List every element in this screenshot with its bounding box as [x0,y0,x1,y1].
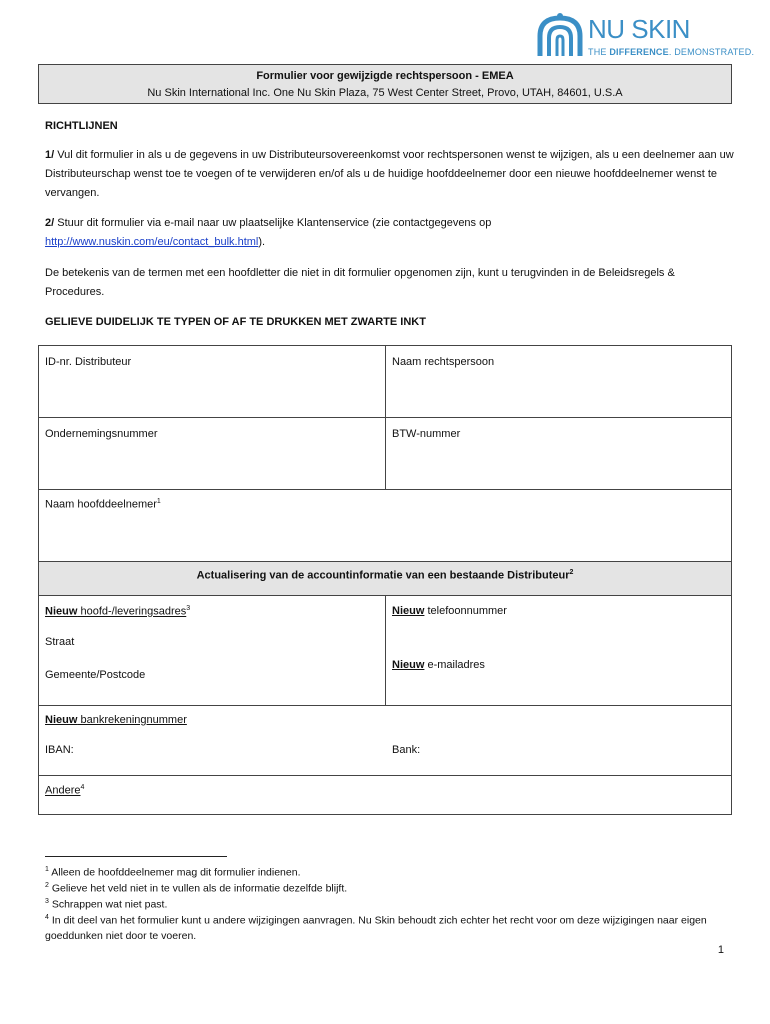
nu-skin-emblem-icon [536,12,584,58]
guideline-item-2: 2/ Stuur dit formulier via e-mail naar uw plaatselijke Klantenservice (zie contactgegevens op http://www.nuskin.com/eu/contact_bulk.html). [45,217,492,248]
company-number-field[interactable]: Ondernemingsnummer [45,428,158,440]
new-phone-field[interactable]: Nieuw telefoonnummer [392,605,507,617]
iban-field[interactable]: IBAN: [45,744,74,756]
street-field[interactable]: Straat [45,636,75,648]
form-header [38,64,732,104]
other-field[interactable]: Andere$^4$ [45,784,85,797]
form-title: Formulier voor gewijzigde rechtspersoon - EMEA [256,70,514,82]
new-email-field[interactable]: Nieuw e-mailadres [392,659,485,671]
bank-field[interactable]: Bank: [392,744,421,756]
entity-name-field[interactable]: Naam rechtspersoon [392,356,495,368]
main-participant-field[interactable]: Naam hoofddeelnemer$^1$ [45,498,161,511]
contact-link[interactable]: http://www.nuskin.com/eu/contact_bulk.html [45,236,259,248]
footnote-divider [45,856,227,857]
footnote-4: $^4$ In dit deel van het formulier kunt u andere wijzigingen aanvragen. Nu Skin behoudt zich echter het recht voor om deze wijzigingen naar eigen goeddunken niet door te voeren. [45,914,707,942]
update-section-title: Actualisering van de accountinformatie van een bestaande Distributeur$^2$ [196,569,574,582]
distributor-id-field[interactable]: ID-nr. Distributeur [45,356,132,368]
logo-tagline: THE DIFFERENCE. DEMONSTRATED. [588,47,755,57]
footnote-2: $^2$ Gelieve het veld niet in te vullen als de informatie dezelfde blijft. [45,882,348,895]
footnote-3: $^3$ Schrappen wat niet past. [45,898,168,911]
ink-instruction: GELIEVE DUIDELIJK TE TYPEN OF AF TE DRUKKEN MET ZWARTE INKT [45,316,426,328]
guideline-item-1: 1/ Vul dit formulier in als u de gegevens in uw Distributeursovereenkomst voor rechtspersonen wenst te wijzigen, als u een deelnemer aan uw Distributeurschap wenst toe te voegen of te verwijderen en/of als u de huidige hoofddeelnemer door een nieuwe hoofddeelnemer wenst te vervangen. [45,149,734,199]
new-address-label: Nieuw hoofd-/leveringsadres$^3$ [45,605,191,618]
guidelines-heading: RICHTLIJNEN [45,120,118,132]
company-address: Nu Skin International Inc. One Nu Skin Plaza, 75 West Center Street, Provo, UTAH, 84601, U.S.A [147,87,623,99]
page-number: 1 [717,944,724,956]
footnote-1: $^1$ Alleen de hoofddeelnemer mag dit formulier indienen. [45,866,301,879]
nu-skin-logo [536,12,755,60]
new-bank-label: Nieuw bankrekeningnummer [45,714,187,726]
entity-form [38,345,732,815]
vat-number-field[interactable]: BTW-nummer [392,428,461,440]
city-postcode-field[interactable]: Gemeente/Postcode [45,669,146,681]
definitions-note: De betekenis van de termen met een hoofdletter die niet in dit formulier opgenomen zijn, kunt u terugvinden in de Beleidsregels & Procedures. [45,267,675,298]
logo-brand: NU SKIN [588,14,690,44]
